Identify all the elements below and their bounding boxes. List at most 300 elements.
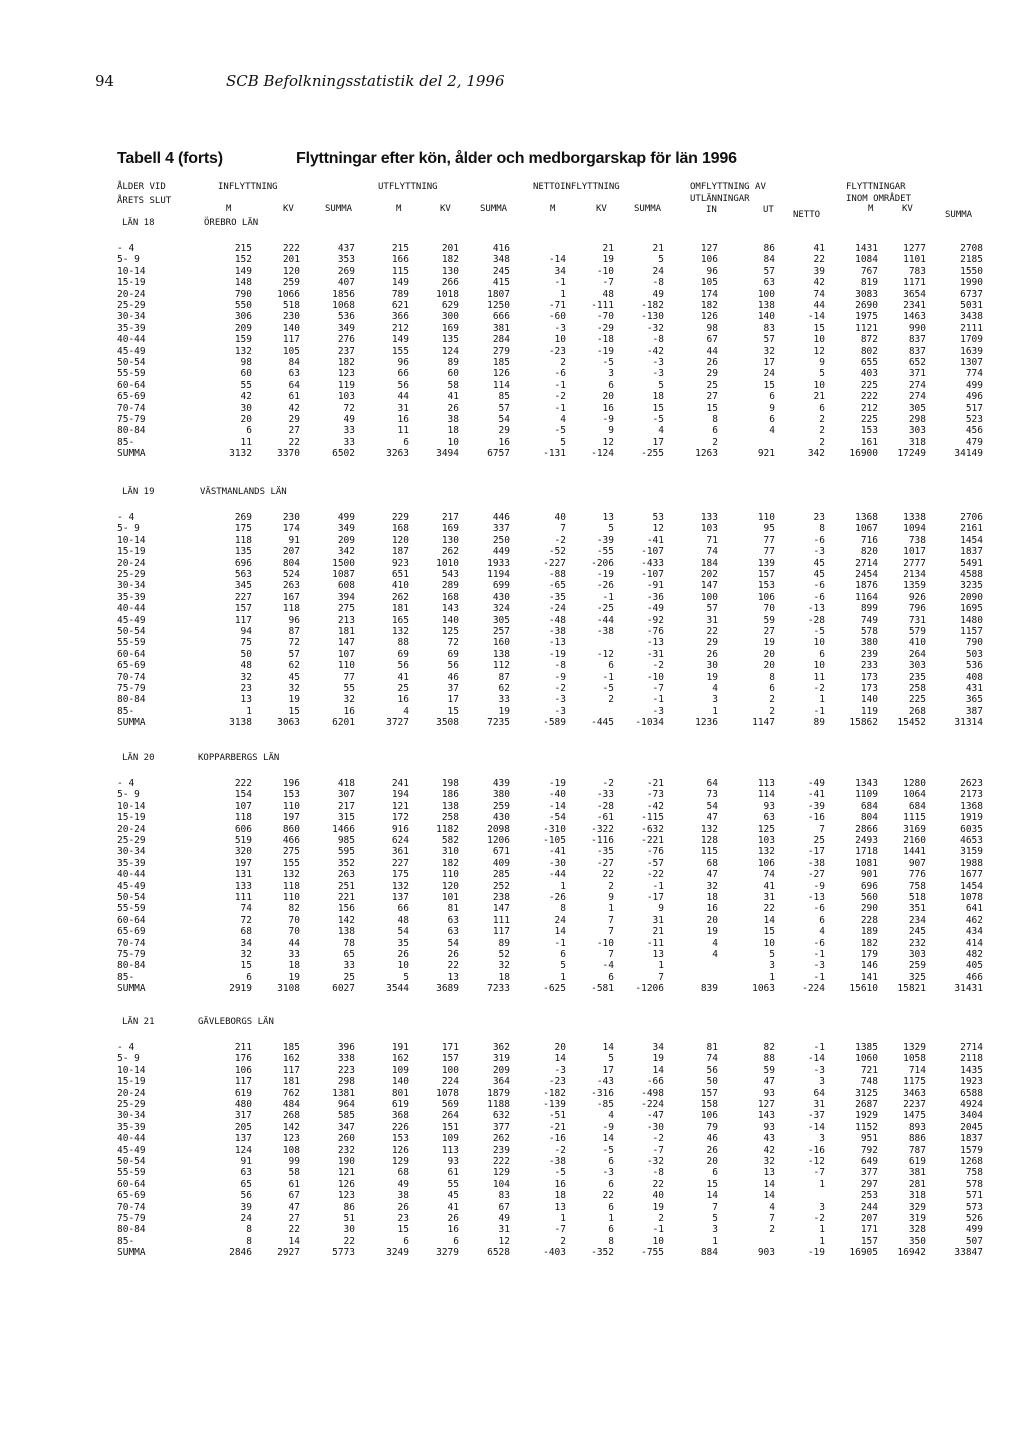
cell: 93 [447, 1156, 459, 1167]
cell: 222 [234, 778, 252, 789]
cell: 44 [706, 345, 718, 357]
age-label: 30-34 [117, 580, 146, 592]
cell: 118 [282, 603, 300, 615]
cell: -33 [596, 789, 614, 801]
cell: 1 [560, 1213, 566, 1224]
cell: 13 [602, 512, 614, 523]
cell: -23 [548, 1076, 566, 1088]
cell: 1 [769, 971, 775, 983]
cell: 181 [337, 626, 355, 637]
cell: 1368 [855, 512, 878, 523]
cell: 792 [860, 1144, 878, 1156]
cell: 132 [282, 869, 300, 881]
cell: 342 [337, 546, 355, 558]
cell: 33 [343, 425, 355, 437]
cell: 11 [397, 425, 409, 437]
cell: 11 [813, 671, 825, 683]
cell: 166 [391, 254, 409, 266]
cell: 26 [706, 1144, 718, 1156]
cell: 446 [492, 512, 510, 523]
cell: 1929 [855, 1110, 878, 1122]
cell: -32 [646, 322, 664, 334]
cell: 789 [391, 288, 409, 300]
cell: 259 [282, 277, 300, 289]
cell: -1 [652, 880, 664, 892]
cell: 132 [391, 880, 409, 892]
cell: 232 [337, 1144, 355, 1156]
cell: 156 [337, 903, 355, 915]
cell: 22 [288, 436, 300, 448]
running-title: SCB Befolkningsstatistik del 2, 1996 [226, 72, 505, 90]
cell: 518 [908, 892, 926, 903]
cell: 137 [234, 1133, 252, 1145]
cell: 1115 [903, 812, 926, 824]
cell: 377 [860, 1167, 878, 1179]
cell: 318 [908, 1190, 926, 1202]
cell: 27 [706, 391, 718, 403]
cell: 14 [652, 1064, 664, 1076]
cell: 251 [337, 880, 355, 892]
cell: -2 [554, 683, 566, 694]
cell: 416 [492, 243, 510, 254]
cell: 14 [288, 1235, 300, 1247]
cell: 1164 [855, 591, 878, 603]
cell: 143 [757, 1110, 775, 1122]
age-label: 40-44 [117, 334, 146, 346]
cell: 3494 [436, 448, 459, 460]
cell: -3 [652, 705, 664, 717]
cell: 347 [337, 1121, 355, 1133]
cell: 202 [700, 569, 718, 580]
cell: 106 [700, 254, 718, 266]
cell: 84 [763, 254, 775, 266]
cell: 58 [288, 1167, 300, 1179]
cell: -352 [591, 1247, 614, 1259]
cell: -9 [813, 880, 825, 892]
cell: 154 [234, 789, 252, 801]
cell: 207 [860, 1213, 878, 1224]
cell: -30 [646, 1121, 664, 1133]
cell: -1 [813, 949, 825, 960]
cell: 6 [608, 660, 614, 672]
cell: -11 [646, 937, 664, 949]
cell: 758 [965, 1167, 983, 1179]
cell: 6757 [487, 448, 510, 460]
age-label: 85- [117, 436, 135, 448]
cell: 213 [337, 614, 355, 626]
cell: 141 [860, 971, 878, 983]
cell: -115 [641, 812, 664, 824]
cell: 222 [492, 1156, 510, 1167]
cell: 135 [234, 546, 252, 558]
cell: 499 [965, 379, 983, 391]
cell: -2 [652, 1133, 664, 1145]
cell: 57 [763, 265, 775, 277]
cell: 105 [700, 277, 718, 289]
cell: 197 [282, 812, 300, 824]
cell: 62 [498, 683, 510, 694]
header-col-summa1: SUMMA [325, 204, 353, 214]
cell: 117 [282, 1064, 300, 1076]
cell: 8 [608, 1235, 614, 1247]
cell: 147 [492, 903, 510, 915]
cell: 1329 [903, 1042, 926, 1053]
cell: 1550 [960, 265, 983, 277]
cell: 12 [498, 1235, 510, 1247]
cell: -3 [652, 368, 664, 380]
header-col-netto: NETTO [793, 210, 821, 220]
cell: 54 [397, 926, 409, 938]
cell: 40 [554, 512, 566, 523]
cell: 239 [860, 648, 878, 660]
cell: 2161 [960, 523, 983, 535]
cell: 13 [554, 1201, 566, 1213]
cell: 1368 [960, 800, 983, 812]
cell: -42 [646, 345, 664, 357]
cell: 70 [288, 914, 300, 926]
cell: 45 [813, 557, 825, 569]
cell: -19 [548, 778, 566, 789]
age-label: 35-39 [117, 322, 146, 334]
cell: 32 [763, 1156, 775, 1167]
section-code: LÄN 19 [122, 487, 155, 497]
age-label: 35-39 [117, 857, 146, 869]
cell: 5 [819, 368, 825, 380]
cell: -316 [591, 1087, 614, 1099]
section-name: KOPPARBERGS LÄN [198, 753, 280, 763]
cell: 1988 [960, 857, 983, 869]
cell: 69 [447, 648, 459, 660]
cell: 1087 [332, 569, 355, 580]
cell: 138 [337, 926, 355, 938]
cell: 595 [337, 846, 355, 858]
cell: 209 [337, 534, 355, 546]
cell: -3 [602, 1167, 614, 1179]
cell: -130 [641, 311, 664, 323]
cell: 24 [240, 1213, 252, 1224]
cell: 162 [391, 1053, 409, 1065]
cell: 158 [700, 1099, 718, 1110]
cell: 140 [282, 322, 300, 334]
cell: -4 [602, 960, 614, 972]
cell: 55 [447, 1178, 459, 1190]
cell: 8 [560, 903, 566, 915]
cell: 279 [492, 345, 510, 357]
cell: 303 [908, 949, 926, 960]
cell: 2454 [855, 569, 878, 580]
cell: 10 [397, 960, 409, 972]
cell: 26 [397, 1201, 409, 1213]
cell: -41 [807, 789, 825, 801]
cell: 44 [813, 300, 825, 311]
cell: -3 [554, 1064, 566, 1076]
header-col-m3: M [550, 204, 556, 214]
cell: 1709 [960, 334, 983, 346]
cell: 310 [441, 846, 459, 858]
cell: 63 [240, 1167, 252, 1179]
cell: -44 [596, 614, 614, 626]
cell: 738 [908, 534, 926, 546]
cell: 22 [602, 1190, 614, 1202]
cell: -19 [596, 569, 614, 580]
cell: 49 [397, 1178, 409, 1190]
cell: 2098 [487, 823, 510, 835]
cell: 19 [652, 1201, 664, 1213]
cell: 105 [282, 345, 300, 357]
cell: 684 [860, 800, 878, 812]
cell: 6 [403, 436, 409, 448]
cell: 462 [965, 914, 983, 926]
cell: 82 [763, 1042, 775, 1053]
cell: 1018 [436, 288, 459, 300]
cell: 297 [860, 1178, 878, 1190]
cell: 804 [860, 812, 878, 824]
cell: 6 [608, 379, 614, 391]
cell: -3 [554, 322, 566, 334]
cell: 106 [234, 1064, 252, 1076]
cell: 1639 [960, 345, 983, 357]
cell: -1 [652, 1224, 664, 1236]
cell: 300 [441, 311, 459, 323]
cell: 3654 [903, 288, 926, 300]
section-name: VÄSTMANLANDS LÄN [200, 487, 287, 497]
cell: 285 [492, 869, 510, 881]
cell: 201 [282, 254, 300, 266]
age-label: - 4 [117, 1042, 135, 1053]
age-label: 40-44 [117, 1133, 146, 1145]
cell: 342 [807, 448, 825, 460]
cell: 305 [492, 614, 510, 626]
cell: -44 [548, 869, 566, 881]
cell: 2706 [960, 512, 983, 523]
cell: 155 [391, 345, 409, 357]
age-label: SUMMA [117, 1247, 146, 1259]
cell: 17 [763, 357, 775, 368]
cell: 9 [819, 357, 825, 368]
cell: 29 [288, 414, 300, 425]
cell: 837 [908, 345, 926, 357]
cell: 6 [819, 648, 825, 660]
cell: -92 [646, 614, 664, 626]
cell: 319 [492, 1053, 510, 1065]
cell: 2185 [960, 254, 983, 266]
cell: 107 [234, 800, 252, 812]
header-group-netto: NETTOINFLYTTNING [533, 182, 620, 192]
cell: -13 [807, 603, 825, 615]
cell: 20 [706, 1156, 718, 1167]
cell: 926 [908, 591, 926, 603]
cell: 83 [498, 1190, 510, 1202]
cell: 44 [288, 937, 300, 949]
cell: 837 [908, 334, 926, 346]
cell: -57 [646, 857, 664, 869]
cell: 27 [763, 626, 775, 637]
cell: 133 [234, 880, 252, 892]
cell: -10 [596, 937, 614, 949]
cell: 6 [819, 914, 825, 926]
cell: 1 [712, 705, 718, 717]
cell: 571 [965, 1190, 983, 1202]
cell: 16905 [849, 1247, 878, 1259]
age-label: 20-24 [117, 1087, 146, 1099]
cell: -221 [641, 835, 664, 846]
cell: 245 [492, 265, 510, 277]
cell: 7 [608, 914, 614, 926]
cell: 14 [763, 1178, 775, 1190]
cell: 123 [282, 1133, 300, 1145]
cell: 1 [608, 1213, 614, 1224]
cell: 32 [288, 683, 300, 694]
cell: 259 [908, 960, 926, 972]
cell: 20 [240, 414, 252, 425]
cell: 7235 [487, 717, 510, 729]
cell: 6 [769, 414, 775, 425]
age-label: 20-24 [117, 557, 146, 569]
cell: -1 [554, 379, 566, 391]
cell: -13 [548, 637, 566, 649]
cell: 3159 [960, 846, 983, 858]
cell: 15 [240, 960, 252, 972]
cell: 167 [282, 591, 300, 603]
age-label: 70-74 [117, 1201, 146, 1213]
cell: 79 [706, 1121, 718, 1133]
cell: -65 [548, 580, 566, 592]
cell: 31 [652, 914, 664, 926]
cell: 289 [441, 580, 459, 592]
cell: 5 [608, 523, 614, 535]
header-col-summa3: SUMMA [634, 204, 662, 214]
cell: 767 [860, 265, 878, 277]
age-label: 85- [117, 971, 135, 983]
cell: 47 [288, 1201, 300, 1213]
cell: 123 [337, 368, 355, 380]
cell: 990 [908, 322, 926, 334]
cell: -111 [591, 300, 614, 311]
cell: 985 [337, 835, 355, 846]
cell: 307 [337, 789, 355, 801]
cell: 387 [965, 705, 983, 717]
cell: 907 [908, 857, 926, 869]
cell: 127 [700, 243, 718, 254]
cell: 6 [712, 425, 718, 437]
cell: 2 [560, 1235, 566, 1247]
cell: 7 [712, 1201, 718, 1213]
cell: 479 [965, 436, 983, 448]
cell: 72 [288, 637, 300, 649]
cell: 41 [813, 243, 825, 254]
cell: 9 [608, 425, 614, 437]
cell: 30 [240, 402, 252, 414]
cell: 652 [908, 357, 926, 368]
cell: 46 [706, 1133, 718, 1145]
cell: 1879 [487, 1087, 510, 1099]
cell: 17 [602, 1064, 614, 1076]
cell: 731 [908, 614, 926, 626]
cell: -76 [646, 626, 664, 637]
age-label: 15-19 [117, 546, 146, 558]
cell: 32 [343, 694, 355, 706]
cell: 77 [763, 534, 775, 546]
cell: 119 [337, 379, 355, 391]
cell: 1 [819, 1224, 825, 1236]
cell: 33 [343, 960, 355, 972]
cell: -131 [543, 448, 566, 460]
cell: -6 [813, 580, 825, 592]
cell: -1 [554, 402, 566, 414]
cell: 146 [860, 960, 878, 972]
cell: 13 [447, 971, 459, 983]
cell: 353 [337, 254, 355, 266]
cell: 153 [860, 425, 878, 437]
cell: -3 [554, 694, 566, 706]
cell: 624 [391, 835, 409, 846]
cell: 619 [391, 1099, 409, 1110]
cell: 5 [560, 436, 566, 448]
cell: 15 [813, 322, 825, 334]
cell: 2690 [855, 300, 878, 311]
cell: 2 [608, 880, 614, 892]
cell: 1206 [487, 835, 510, 846]
age-label: 60-64 [117, 379, 146, 391]
cell: 232 [908, 937, 926, 949]
cell: 6 [403, 1235, 409, 1247]
cell: -26 [596, 580, 614, 592]
cell: 3463 [903, 1087, 926, 1099]
cell: 16 [447, 1224, 459, 1236]
cell: 884 [700, 1247, 718, 1259]
cell: 84 [288, 357, 300, 368]
cell: 362 [492, 1042, 510, 1053]
cell: -51 [548, 1110, 566, 1122]
section-code: LÄN 18 [122, 218, 155, 228]
cell: 1441 [903, 846, 926, 858]
cell: 1 [608, 903, 614, 915]
cell: 39 [813, 265, 825, 277]
cell: 14 [554, 926, 566, 938]
cell: -1 [652, 694, 664, 706]
cell: -32 [646, 1156, 664, 1167]
cell: -37 [807, 1110, 825, 1122]
cell: 22 [447, 960, 459, 972]
cell: -19 [548, 648, 566, 660]
age-label: 75-79 [117, 949, 146, 960]
cell: 230 [282, 311, 300, 323]
cell: 21 [652, 243, 664, 254]
cell: 65 [343, 949, 355, 960]
cell: 241 [391, 778, 409, 789]
cell: 1431 [855, 243, 878, 254]
cell: 4 [712, 949, 718, 960]
cell: 20 [554, 1042, 566, 1053]
cell: 10 [652, 1235, 664, 1247]
cell: 15862 [849, 717, 878, 729]
cell: 578 [860, 626, 878, 637]
cell: 60 [240, 368, 252, 380]
cell: 298 [908, 414, 926, 425]
cell: 172 [391, 812, 409, 824]
cell: 50 [240, 648, 252, 660]
cell: 1579 [960, 1144, 983, 1156]
age-label: 45-49 [117, 345, 146, 357]
cell: 381 [492, 322, 510, 334]
cell: 253 [860, 1190, 878, 1202]
cell: 45 [447, 1190, 459, 1202]
age-label: 15-19 [117, 1076, 146, 1088]
cell: 3 [819, 1076, 825, 1088]
cell: 1695 [960, 603, 983, 615]
cell: -27 [807, 869, 825, 881]
cell: -7 [652, 1144, 664, 1156]
